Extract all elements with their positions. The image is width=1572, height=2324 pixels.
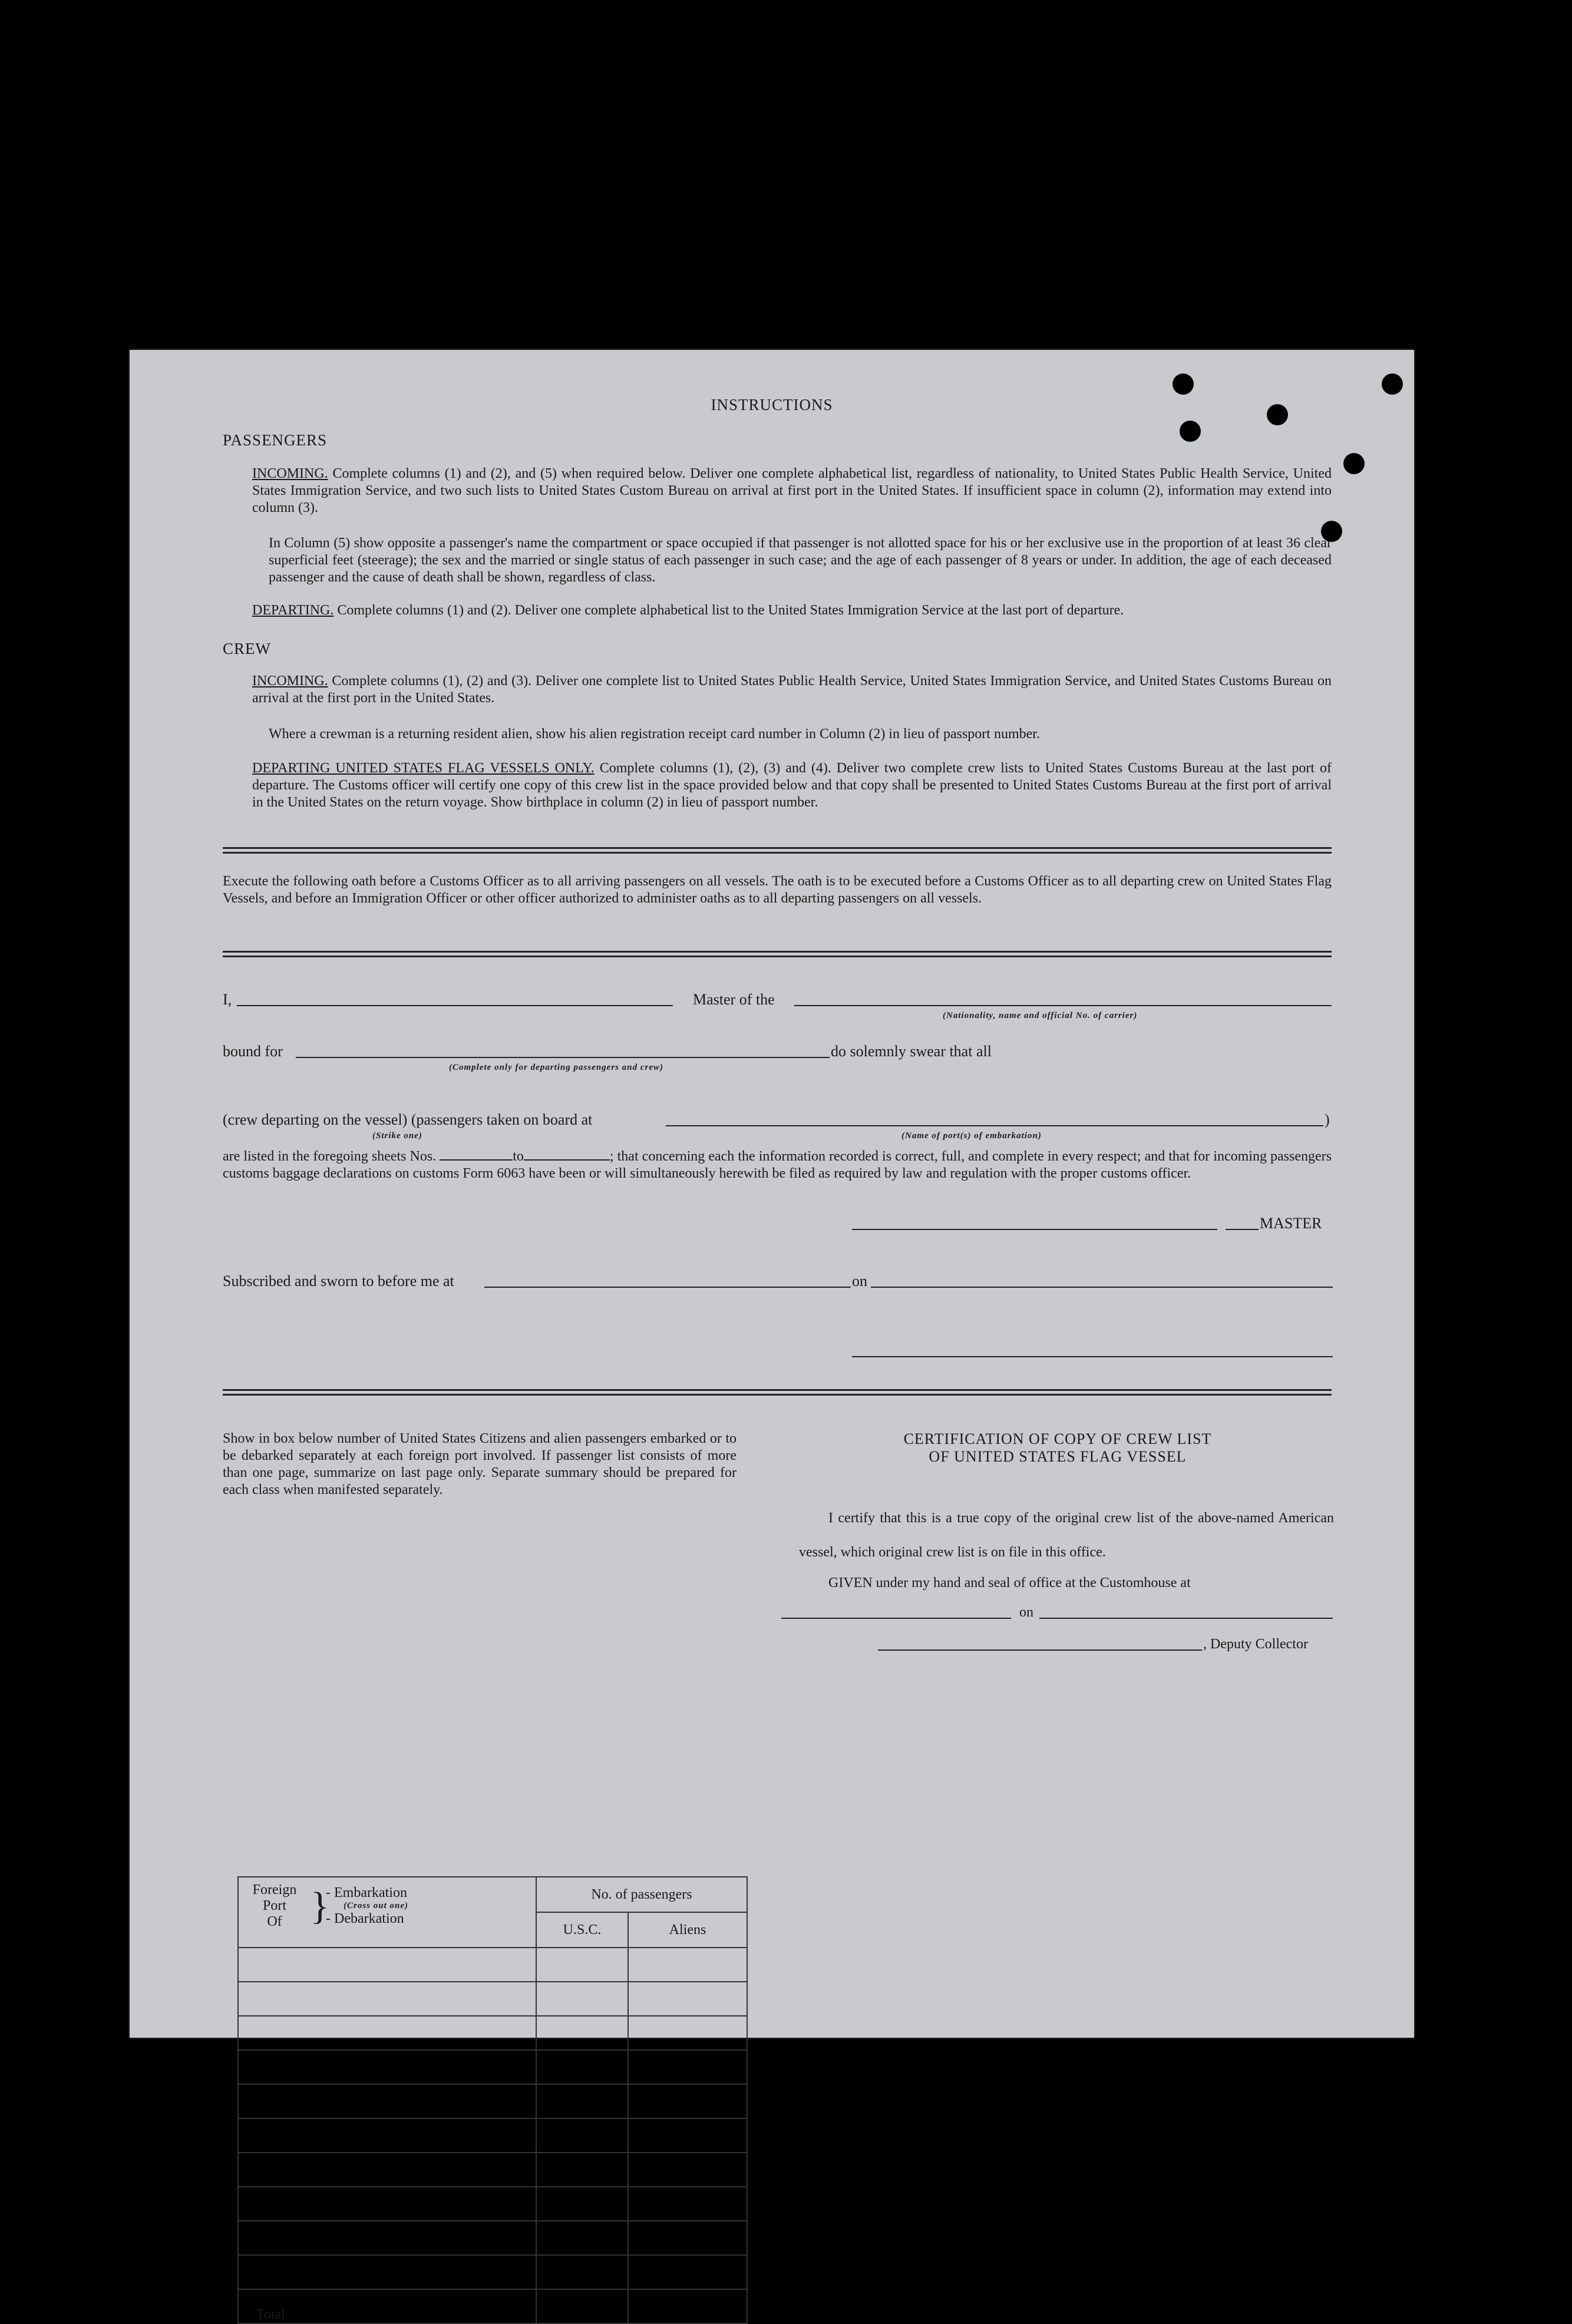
- total-label: Total: [238, 2289, 536, 2323]
- officer-signature-field[interactable]: [852, 1356, 1333, 1357]
- crew-incoming: [252, 673, 1332, 707]
- form-page: [130, 350, 1414, 2322]
- certification-title-line1: CERTIFICATION OF COPY OF CREW LIST: [903, 1430, 1212, 1447]
- total-row[interactable]: [238, 2289, 747, 2323]
- table-row[interactable]: [238, 2050, 747, 2084]
- close-paren: ): [1325, 1111, 1330, 1128]
- given-text: GIVEN under my hand and seal of office at the Customhouse at: [828, 1575, 1191, 1591]
- port-hint: (Name of port(s) of embarkation): [901, 1131, 1042, 1140]
- master-signature-field[interactable]: [852, 1229, 1217, 1230]
- passengers-incoming: [252, 465, 1332, 517]
- debarkation-label: - Debarkation: [326, 1911, 404, 1926]
- table-row[interactable]: [238, 2118, 747, 2153]
- port-label: Port: [262, 1898, 286, 1913]
- sheets-text: ; that concerning each the information recorded is correct, full, and complete in every respect; and that for incoming passengers customs baggage declarations on customs Form 6063 have been or will simultaneously herewith be filed as required by law and regulation with the proper customs officer.: [223, 1149, 1332, 1181]
- crew-heading: CREW: [223, 640, 271, 657]
- table-row[interactable]: [238, 2084, 747, 2118]
- passengers-incoming-label: INCOMING.: [252, 466, 328, 481]
- strike-hint: (Strike one): [372, 1131, 422, 1140]
- crew-option-text: (crew departing on the vessel) (passengers taken on board at: [223, 1111, 593, 1128]
- passengers-departing-label: DEPARTING.: [252, 603, 334, 618]
- passengers-departing-text: Complete columns (1) and (2). Deliver one complete alphabetical list to the United States Immigration Service at the last port of departure.: [337, 603, 1124, 618]
- punch-hole: [1382, 373, 1403, 395]
- table-row[interactable]: [238, 2016, 747, 2050]
- table-row[interactable]: [238, 1948, 747, 1982]
- passengers-departing: [252, 602, 1332, 619]
- master-signature-field-ext[interactable]: [1226, 1229, 1259, 1230]
- deputy-collector-label: , Deputy Collector: [1203, 1637, 1308, 1652]
- cert-date-field[interactable]: [1039, 1618, 1333, 1619]
- crew-alien-note: Where a crewman is a returning resident alien, show his alien registration receipt card number in Column (2) in lieu of passport number.: [269, 726, 1040, 742]
- section-divider: [223, 1389, 1332, 1396]
- carrier-hint: (Nationality, name and official No. of carrier): [943, 1011, 1138, 1020]
- table-row[interactable]: [238, 2187, 747, 2221]
- certification-title: [784, 1430, 1332, 1466]
- crew-departing-text: Complete columns (1), (2), (3) and (4). Deliver two complete crew lists to United States Customs Bureau at the last port of departure. The Customs officer will certify one copy of this crew list in the space provided below and that copy shall be presented to United States Customs Bureau at the first port of arrival in the United States on the return voyage. Show birthplace in column (2) in lieu of passport number.: [252, 761, 1332, 810]
- page-title: INSTRUCTIONS: [711, 396, 833, 414]
- subscribed-on-label: on: [852, 1272, 867, 1290]
- bound-for-hint: (Complete only for departing passengers and crew): [449, 1063, 663, 1072]
- cert-on-label: on: [1019, 1605, 1033, 1620]
- table-row[interactable]: [238, 1982, 747, 2016]
- to-label: to: [513, 1149, 524, 1164]
- oath-i-label: I,: [223, 991, 232, 1008]
- port-header: [238, 1877, 536, 1948]
- passengers-column5: In Column (5) show opposite a passenger's name the compartment or space occupied if that passenger is not allotted space for his or her exclusive use in the proportion of at least 36 clear superficial feet (steerage); the sex and the married or single status of each passenger in such case; and the age of each passenger of 8 years or under. In addition, the age of each deceased passenger and the cause of death shall be shown, regardless of class.: [269, 535, 1332, 585]
- embarkation-label: - Embarkation: [326, 1885, 407, 1900]
- table-header-row: [238, 1877, 747, 1912]
- master-label: MASTER: [1260, 1215, 1322, 1232]
- sheets-statement: [223, 1148, 1332, 1182]
- aliens-header: Aliens: [628, 1912, 747, 1948]
- bound-for-field[interactable]: [296, 1057, 830, 1058]
- subscribed-label: Subscribed and sworn to before me at: [223, 1272, 454, 1290]
- sheets-prefix: are listed in the foregoing sheets Nos.: [223, 1149, 437, 1164]
- master-name-field[interactable]: [237, 1005, 673, 1006]
- usc-header: U.S.C.: [536, 1912, 628, 1948]
- certification-title-line2: OF UNITED STATES FLAG VESSEL: [929, 1448, 1187, 1465]
- table-row[interactable]: [238, 2221, 747, 2255]
- crew-incoming-label: INCOMING.: [252, 673, 328, 689]
- customhouse-field[interactable]: [781, 1618, 1011, 1619]
- section-divider: [223, 951, 1332, 957]
- punch-hole: [1343, 453, 1365, 474]
- passengers-incoming-text: Complete columns (1) and (2), and (5) when required below. Deliver one complete alphabetical list, regardless of nationality, to United States Public Health Service, United States Immigration Service, and two such lists to United States Custom Bureau on arrival at first port in the United States. If insufficient space in column (2), information may extend into column (3).: [252, 466, 1332, 515]
- table-row[interactable]: [238, 2153, 747, 2187]
- passengers-header: No. of passengers: [536, 1877, 747, 1912]
- subscribed-place-field[interactable]: [484, 1287, 851, 1288]
- carrier-field[interactable]: [794, 1005, 1332, 1006]
- brace-icon: }: [311, 1884, 329, 1928]
- sheets-to-field[interactable]: [524, 1148, 610, 1161]
- certify-text: I certify that this is a true copy of the original crew list of the above-named American vessel, which original crew list is on file in this office.: [799, 1510, 1334, 1560]
- crew-incoming-text: Complete columns (1), (2) and (3). Deliver one complete list to United States Public Health Service, United States Immigration Service, and United States Customs Bureau on arrival at the first port in the United States.: [252, 673, 1332, 706]
- table-row[interactable]: [238, 2255, 747, 2289]
- oath-instruction: Execute the following oath before a Customs Officer as to all arriving passengers on all vessels. The oath is to be executed before a Customs Officer as to all departing crew on United States Flag Vessels, and before an Immigration Officer or other officer authorized to administer oaths as to all departing passengers on all vessels.: [223, 874, 1332, 906]
- summary-instruction: Show in box below number of United States Citizens and alien passengers embarked or to be debarked separately at each foreign port involved. If passenger list consists of more than one page, summarize on last page only. Separate summary should be prepared for each class when manifested separately.: [223, 1431, 737, 1497]
- cross-out-hint: (Cross out one): [344, 1901, 409, 1910]
- of-label: Of: [267, 1914, 282, 1929]
- passenger-summary-table: [237, 1876, 748, 2324]
- passengers-heading: PASSENGERS: [223, 431, 328, 449]
- crew-departing: [252, 760, 1332, 811]
- master-of-label: Master of the: [693, 991, 775, 1008]
- sheets-from-field[interactable]: [440, 1148, 513, 1161]
- punch-hole: [1173, 373, 1194, 395]
- foreign-label: Foreign: [252, 1882, 297, 1897]
- collector-signature-field[interactable]: [878, 1649, 1202, 1651]
- crew-departing-label: DEPARTING UNITED STATES FLAG VESSELS ONLY.: [252, 761, 595, 776]
- embarkation-port-field[interactable]: [666, 1125, 1323, 1126]
- swear-text: do solemnly swear that all: [831, 1043, 992, 1060]
- section-divider: [223, 847, 1332, 854]
- subscribed-date-field[interactable]: [871, 1287, 1333, 1288]
- punch-hole: [1180, 421, 1201, 442]
- bound-for-label: bound for: [223, 1043, 283, 1060]
